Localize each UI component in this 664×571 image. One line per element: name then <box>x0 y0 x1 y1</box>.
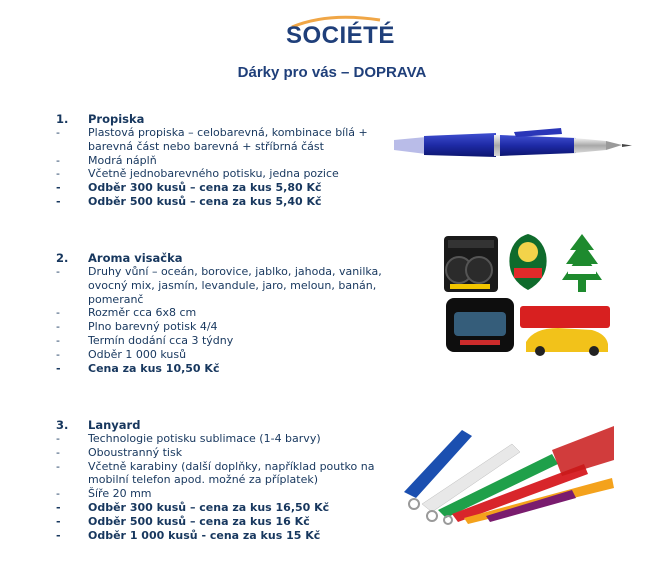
section-title: Propiska <box>88 112 145 126</box>
section-heading <box>56 251 406 265</box>
section-number: 3. <box>56 418 69 432</box>
list-item: - Termín dodání cca 3 týdny <box>56 333 234 347</box>
list-item: - Technologie potisku sublimace (1-4 barvy) <box>56 432 321 445</box>
list-item: - Druhy vůní – oceán, borovice, jablko, jahoda, vanilka, ovocný mix, jasmín, levandule, jaro, meloun, banán, pomeranč <box>56 265 382 306</box>
list-item: - Odběr 500 kusů – cena za kus 5,40 Kč <box>56 194 322 208</box>
list-item: - Odběr 500 kusů – cena za kus 16 Kč <box>56 514 310 528</box>
list-item: - Cena za kus 10,50 Kč <box>56 361 220 375</box>
list-item: - Odběr 1 000 kusů <box>56 347 187 361</box>
item-list <box>56 126 376 209</box>
list-item: - Oboustranný tisk <box>56 445 183 459</box>
section-heading <box>56 418 376 432</box>
list-item: - Plno barevný potisk 4/4 <box>56 320 218 334</box>
section-lanyard <box>56 418 376 542</box>
section-heading <box>56 112 376 126</box>
list-item: - Včetně jednobarevného potisku, jedna pozice <box>56 167 339 181</box>
list-item: - Šíře 20 mm <box>56 487 152 501</box>
list-item: - Modrá náplň <box>56 153 157 167</box>
item-list <box>56 265 406 375</box>
section-title: Lanyard <box>88 418 141 432</box>
item-list <box>56 432 376 542</box>
section-aroma-visacka <box>56 251 406 375</box>
section-number: 1. <box>56 112 69 126</box>
list-item: - Rozměr cca 6x8 cm <box>56 306 197 320</box>
societe-logo <box>286 14 395 49</box>
section-propiska <box>56 112 376 209</box>
list-item: - Plastová propiska – celobarevná, kombinace bílá + barevná část nebo barevná + stříbrná část <box>56 126 368 153</box>
list-item: - Včetně karabiny (další doplňky, například poutko na mobilní telefon apod. možné za příplatek) <box>56 459 375 487</box>
air-fresheners-image <box>442 232 614 356</box>
page-title: Dárky pro vás – DOPRAVA <box>237 64 427 81</box>
list-item: - Odběr 1 000 kusů - cena za kus 15 Kč <box>56 528 321 542</box>
section-number: 2. <box>56 251 69 265</box>
list-item: - Odběr 300 kusů – cena za kus 16,50 Kč <box>56 500 330 514</box>
logo-text: SOCIÉTÉ <box>286 22 395 49</box>
list-item: - Odběr 300 kusů – cena za kus 5,80 Kč <box>56 181 322 195</box>
pen-image <box>386 126 636 166</box>
section-title: Aroma visačka <box>88 251 183 265</box>
lanyards-image <box>402 420 616 526</box>
